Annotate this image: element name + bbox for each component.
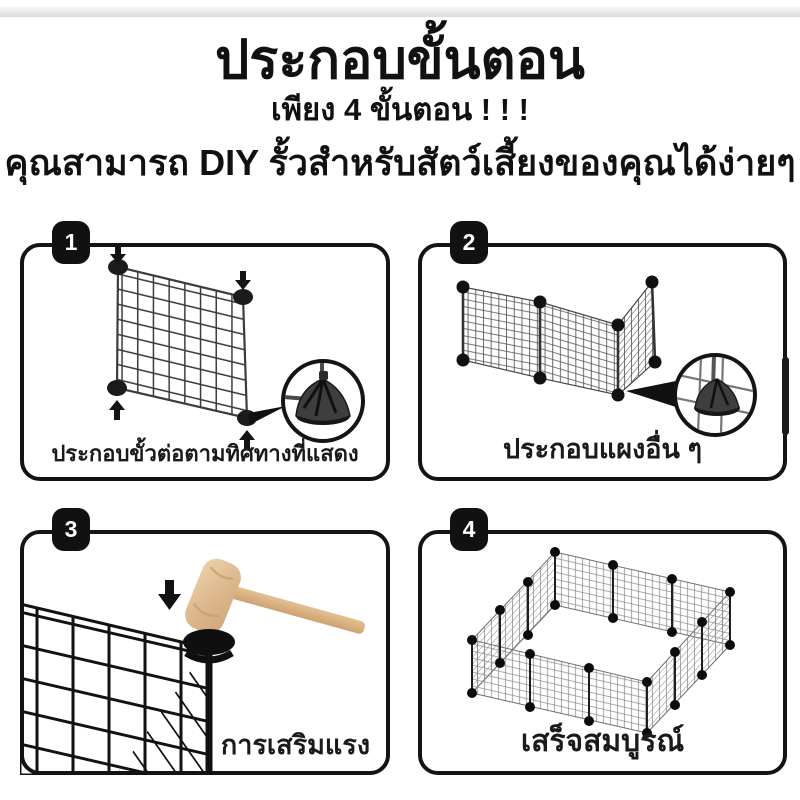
border-accent (782, 357, 789, 435)
step-1-badge (52, 221, 90, 264)
callout-pointer (626, 381, 676, 407)
step-2-caption: ประกอบแผงอื่น ๆ (503, 434, 702, 464)
step-1-caption: ประกอบขั้วต่อตามทิศทางที่แสดง (51, 441, 359, 466)
page-title: ประกอบขั้นตอน (215, 30, 585, 90)
arrow-up-icon (109, 400, 125, 420)
step-4-badge (450, 508, 488, 551)
mallet-illustration (181, 554, 367, 638)
arrow-down-icon (158, 580, 181, 610)
step-4-number: 4 (462, 516, 476, 542)
step-2-number: 2 (462, 229, 476, 255)
step-panel-3 (20, 516, 390, 775)
step-panel-1 (20, 229, 390, 481)
step-4-caption: เสร็จสมบูรณ์ (520, 725, 685, 758)
step-3-caption: การเสริมแรง (220, 730, 370, 760)
step-1-number: 1 (64, 229, 78, 255)
fence-panels (463, 282, 655, 395)
arrow-down-icon (235, 271, 251, 290)
callout-pointer (249, 406, 286, 425)
step-panel-4 (418, 516, 787, 775)
page-subtitle: เพียง 4 ขั้นตอน ! ! ! (271, 92, 529, 127)
step-panel-2 (418, 229, 787, 481)
step-2-badge (450, 221, 488, 264)
step-3-badge (52, 508, 90, 551)
wire-grid-panel (117, 267, 247, 418)
step-3-number: 3 (64, 516, 78, 542)
enclosure-walls (472, 552, 730, 733)
page-tagline: คุณสามารถ DIY รั้วสำหรับสัตว์เสี้ยงของคุณได้ง่ายๆ (4, 142, 796, 183)
